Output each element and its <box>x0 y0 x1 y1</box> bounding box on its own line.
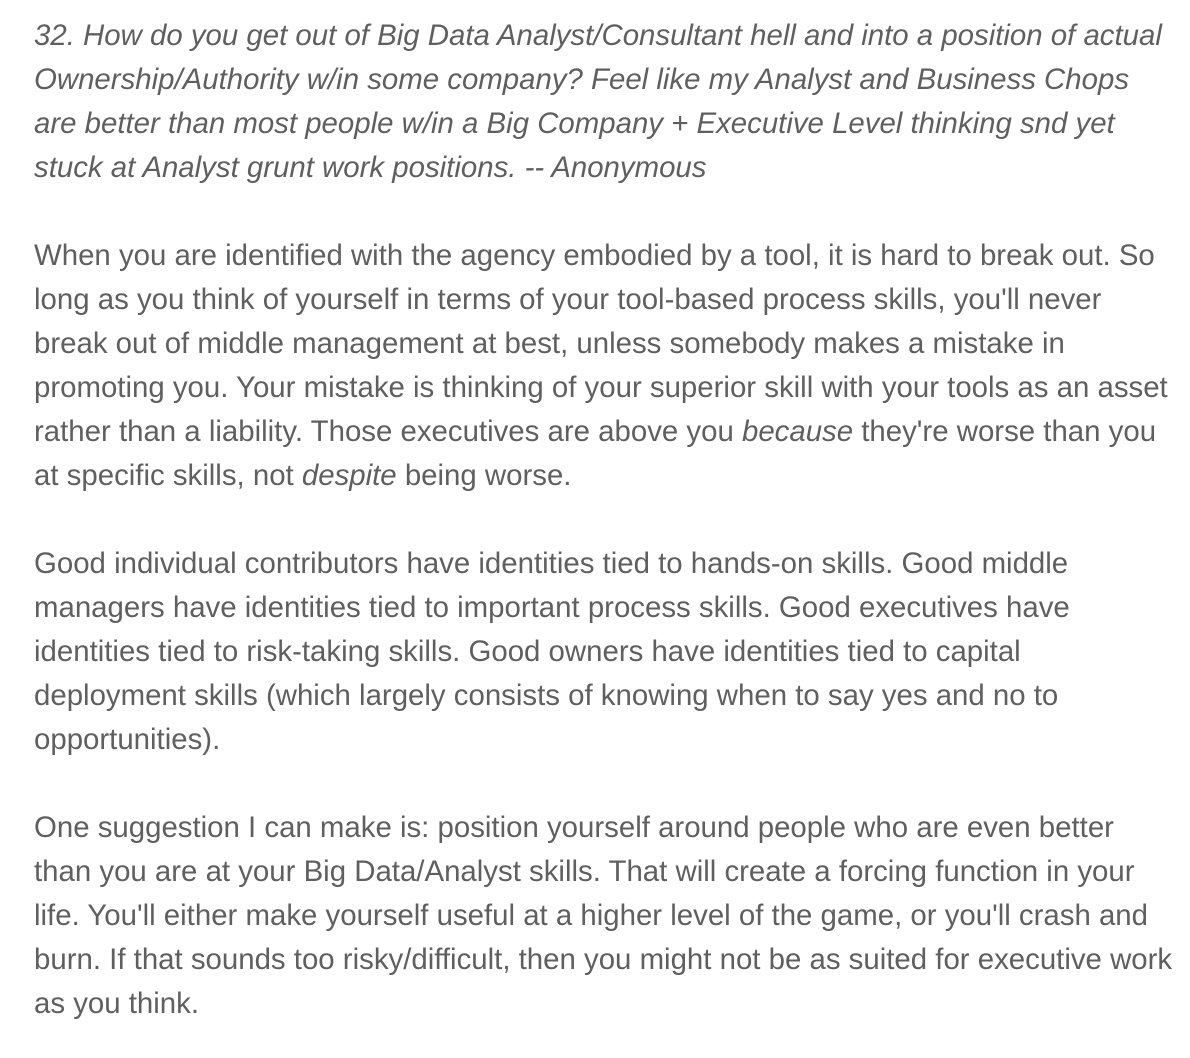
answer-p1-text-c: being worse. <box>396 459 572 492</box>
answer-paragraph-1 <box>34 234 1174 498</box>
answer-paragraph-2: Good individual contributors have identities tied to hands-on skills. Good middle managers have identities tied to important process skills. Good executives have identities tied to risk-taking skills. Good owners have identities tied to capital deployment skills (which largely consists of knowing when to say yes and no to opportunities). <box>34 547 1070 756</box>
question-text: 32. How do you get out of Big Data Analyst/Consultant hell and into a position of actual Ownership/Authority w/in some company? Feel like my Analyst and Business Chops are better than most people w/in a Big Company + Executive Level thinking snd yet stuck at Analyst grunt work positions. -- Anonymous <box>34 19 1162 184</box>
emphasis-because: because <box>741 415 854 448</box>
emphasis-despite: despite <box>301 459 397 492</box>
answer-p1-text-a: When you are identified with the agency embodied by a tool, it is hard to break out. So long as you think of yourself in terms of your tool-based process skills, you'll never break out of middle management at best, unless somebody makes a mistake in promoting you. Your mistake is thinking of your superior skill with your tools as an asset rather than a liability. Those executives are above you <box>34 239 1168 448</box>
answer-p1-text-b: they're worse than you at specific skills, not <box>34 415 1157 492</box>
answer-paragraph-3: One suggestion I can make is: position yourself around people who are even better than you are at your Big Data/Analyst skills. That will create a forcing function in your life. You'll either make yourself useful at a higher level of the game, or you'll crash and burn. If that sounds too risky/difficult, then you might not be as suited for executive work as you think. <box>34 811 1173 1020</box>
article-body <box>34 14 1174 1026</box>
